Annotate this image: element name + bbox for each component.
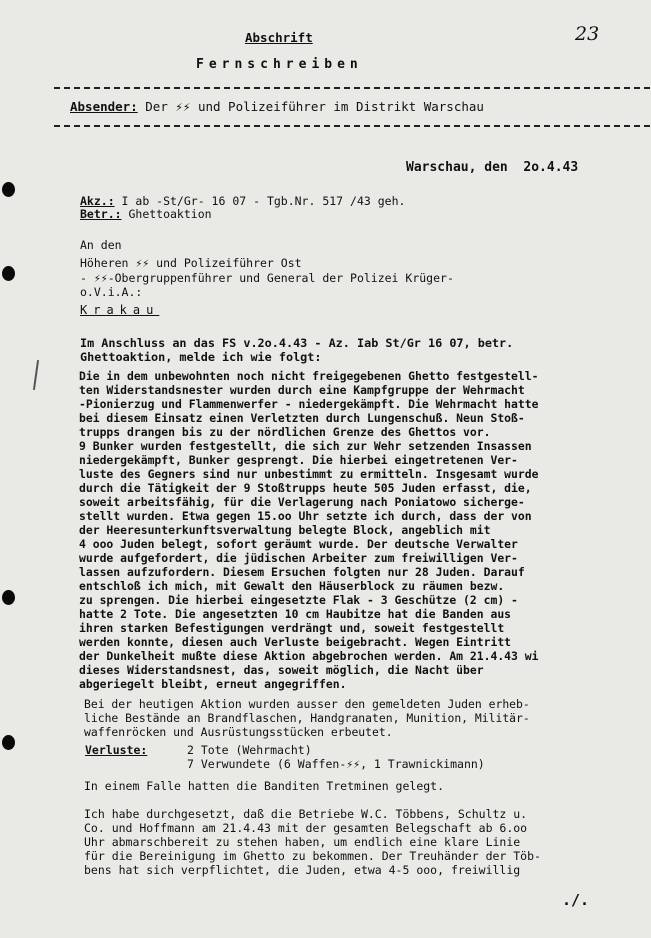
body-line: stellt wurden. Etwa gegen 15.oo Uhr setzte ich durch, dass der von xyxy=(79,509,532,523)
body-line: der Dunkelheit mußte diese Aktion abgebrochen werden. Am 21.4.43 wi xyxy=(79,649,539,663)
akz-value: I ab -St/Gr- 16 07 - Tgb.Nr. 517 /43 geh. xyxy=(114,194,406,208)
losses-label: Verluste: xyxy=(85,743,148,757)
intro-line: Ghettoaktion, melde ich wie folgt: xyxy=(80,350,322,364)
body-line: Ich habe durchgesetzt, daß die Betriebe W.C. Többens, Schultz u. xyxy=(84,807,528,821)
betr-value: Ghettoaktion xyxy=(121,207,212,221)
place-date: Warschau, den 2o.4.43 xyxy=(406,160,579,175)
body-line: trupps drangen bis zu der nördlichen Grenze des Ghettos vor. xyxy=(79,425,491,439)
body-line: niedergekämpft, Bunker gesprengt. Die hierbei eingetretenen Ver- xyxy=(79,453,518,467)
body-line: lassen aufzufordern. Diesem Ersuchen folgten nur 28 Juden. Darauf xyxy=(79,565,525,579)
body-line: bei diesem Einsatz einen Verletzten durch Lungenschuß. Neun Stoß- xyxy=(79,411,525,425)
body-line: Die in dem unbewohnten noch nicht freigegebenen Ghetto festgestell- xyxy=(79,369,539,383)
body-line: werden konnte, diesen auch Verluste beigebracht. Wegen Eintritt xyxy=(79,635,512,649)
divider xyxy=(54,125,650,127)
body-line: ten Widerstandsnester wurden durch eine Kampfgruppe der Wehrmacht xyxy=(79,383,525,397)
doc-title: Fernschreiben xyxy=(196,57,363,72)
body-line: 4 ooo Juden belegt, sofort geräumt wurde. Der deutsche Verwalter xyxy=(79,537,518,551)
body-line: abgeriegelt bleibt, erneut angegriffen. xyxy=(79,677,347,691)
body-line: zu sprengen. Die hierbei eingesetzte Flak - 3 Geschütze (2 cm) - xyxy=(79,593,518,607)
address-line: o.V.i.A.: xyxy=(80,285,143,299)
address-line: - ⚡⚡-Obergruppenführer und General der Polizei Krüger- xyxy=(80,271,454,285)
reference-line xyxy=(80,194,405,208)
loss-line: 7 Verwundete (6 Waffen-⚡⚡, 1 Trawnickimann) xyxy=(187,757,485,771)
loss-line: 2 Tote (Wehrmacht) xyxy=(187,743,312,757)
body-line: dieses Widerstandsnest, das, soweit möglich, die Nacht über xyxy=(79,663,484,677)
body-line: Co. und Hoffmann am 21.4.43 mit der gesamten Belegschaft ab 6.oo xyxy=(84,821,528,835)
body-line: waffenröcken und Ausrüstungsstücken erbeutet. xyxy=(84,725,393,739)
punch-hole xyxy=(2,590,15,605)
akz-label: Akz.: xyxy=(80,194,115,208)
body-line: für die Bereinigung im Ghetto zu bekommen. Der Treuhänder der Töb- xyxy=(84,849,541,863)
sender-label: Absender: xyxy=(70,99,138,114)
continuation-mark: ./. xyxy=(562,891,590,909)
body-line: liche Bestände an Brandflaschen, Handgranaten, Munition, Militär- xyxy=(84,711,530,725)
address-line: Höheren ⚡⚡ und Polizeiführer Ost xyxy=(80,256,302,270)
address-line: An den xyxy=(80,238,122,252)
divider xyxy=(54,87,650,89)
body-line: durch die Tätigkeit der 9 Stoßtrupps heute 505 Juden erfasst, die, xyxy=(79,481,532,495)
body-line: wurde aufgefordert, die jüdischen Arbeiter zum freiwilligen Ver- xyxy=(79,551,518,565)
body-line: hatte 2 Tote. Die angesetzten 10 cm Haubitze hat die Banden aus xyxy=(79,607,512,621)
sender-line xyxy=(70,100,484,114)
punch-hole xyxy=(2,735,15,750)
body-line: -Pionierzug und Flammenwerfer - niedergekämpft. Die Wehrmacht hatte xyxy=(79,397,539,411)
body-line: 9 Bunker wurden festgestellt, die sich zur Wehr setzenden Insassen xyxy=(79,439,532,453)
subject-line xyxy=(80,207,212,221)
body-line: bens hat sich verpflichtet, die Juden, etwa 4-5 ooo, freiwillig xyxy=(84,863,521,877)
doc-type: Abschrift xyxy=(245,30,313,45)
body-line: soweit arbeitsfähig, für die Verlagerung nach Poniatowo sicherge- xyxy=(79,495,525,509)
body-line: luste des Gegners sind nur unbestimmt zu ermitteln. Insgesamt wurde xyxy=(79,467,539,481)
punch-hole xyxy=(2,182,15,197)
betr-label: Betr.: xyxy=(80,207,122,221)
sender-value: Der ⚡⚡ und Polizeiführer im Distrikt Warschau xyxy=(145,99,484,114)
body-line: Uhr abmarschbereit zu stehen haben, um endlich eine klare Linie xyxy=(84,835,521,849)
margin-mark xyxy=(33,360,39,390)
punch-hole xyxy=(2,266,15,281)
paragraph-3: In einem Falle hatten die Banditen Tretminen gelegt. xyxy=(84,779,445,793)
page-number: 23 xyxy=(575,23,600,45)
body-line: entschloß ich mich, mit Gewalt den Häuserblock zu räumen bezw. xyxy=(79,579,505,593)
body-line: ihren starken Befestigungen verdrängt und, soweit festgestellt xyxy=(79,621,505,635)
address-city: Krakau xyxy=(80,303,160,317)
intro-line: Im Anschluss an das FS v.2o.4.43 - Az. Iab St/Gr 16 07, betr. xyxy=(80,336,514,350)
body-line: der Heeresunterkunftsverwaltung belegte Block, angeblich mit xyxy=(79,523,491,537)
body-line: Bei der heutigen Aktion wurden ausser den gemeldeten Juden erheb- xyxy=(84,697,530,711)
